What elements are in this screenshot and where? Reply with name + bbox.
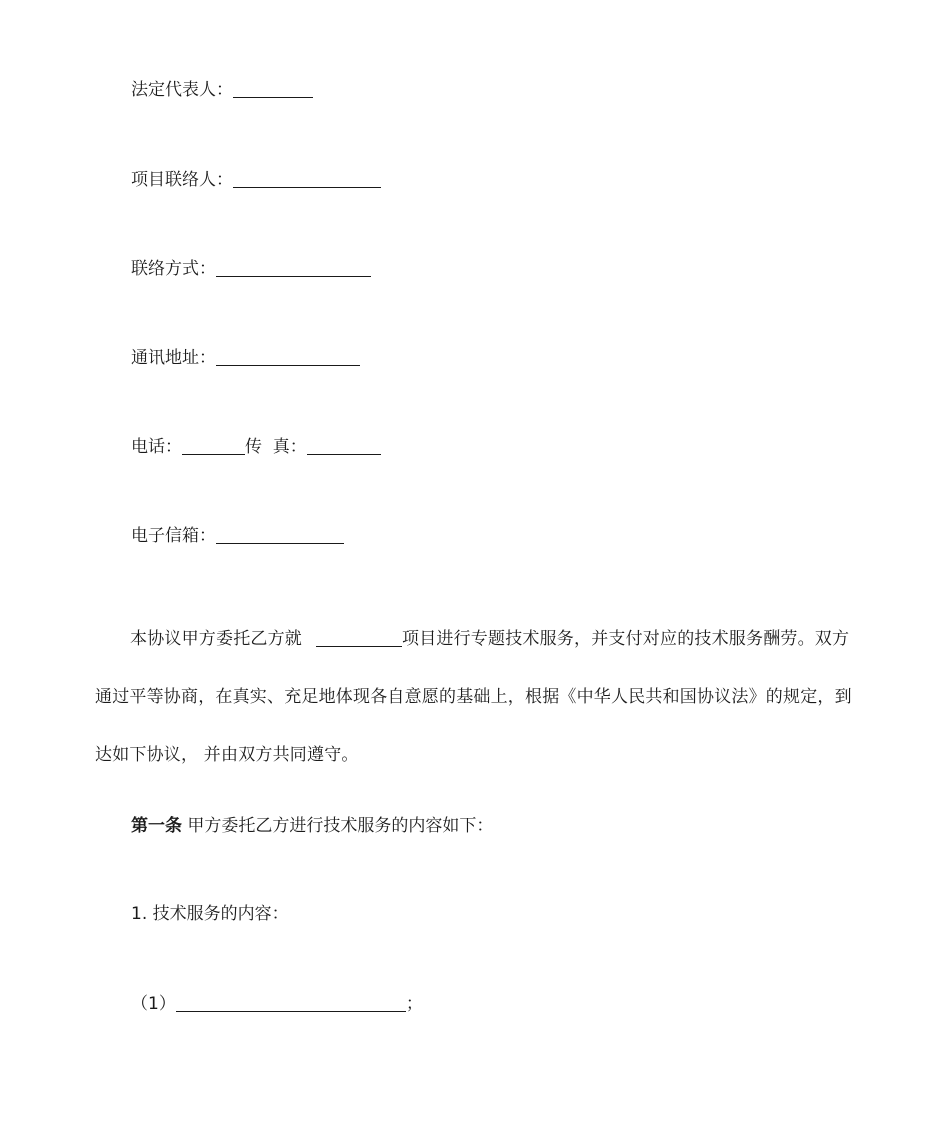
sub-item1-blank[interactable] <box>176 995 406 1012</box>
project-contact-blank[interactable] <box>233 171 381 188</box>
address-label: 通讯地址： <box>131 348 216 368</box>
agreement-text-start: 本协议甲方委托乙方就 <box>130 629 302 649</box>
email-blank[interactable] <box>216 527 344 544</box>
article1-line <box>131 814 493 838</box>
project-contact-line <box>131 168 381 192</box>
article1-heading: 第一条 <box>131 816 182 836</box>
sub-item1-end: ； <box>405 994 423 1014</box>
email-label: 电子信箱： <box>131 526 216 546</box>
address-line <box>131 346 360 370</box>
item1-text: 1. 技术服务的内容： <box>131 904 289 924</box>
item1-line <box>131 902 289 926</box>
project-contact-label: 项目联络人： <box>131 170 233 190</box>
phone-blank[interactable] <box>182 438 245 455</box>
sub-item1-label: （1） <box>131 994 176 1014</box>
agreement-text-rest: 项目进行专题技术服务，并支付对应的技术服务酬劳。双方通过平等协商，在真实、充足地体现各自意愿的基础上，根据《中华人民共和国协议法》的规定，到达如下协议， 并由双方共同遵守。 <box>95 629 852 765</box>
address-blank[interactable] <box>216 349 360 366</box>
contact-method-line <box>131 257 371 281</box>
legal-rep-blank[interactable] <box>233 81 313 98</box>
email-line <box>131 524 344 548</box>
contact-method-label: 联络方式： <box>131 259 216 279</box>
article1-text: 甲方委托乙方进行技术服务的内容如下： <box>187 816 494 836</box>
phone-fax-line <box>131 435 381 459</box>
sub-item1-line <box>131 992 423 1016</box>
fax-blank[interactable] <box>307 438 381 455</box>
fax-label: 传 真： <box>245 437 307 457</box>
contact-method-blank[interactable] <box>216 260 371 277</box>
phone-label: 电话： <box>131 437 182 457</box>
agreement-paragraph <box>95 610 855 784</box>
legal-rep-label: 法定代表人： <box>131 80 233 100</box>
project-name-blank[interactable] <box>316 630 402 647</box>
legal-rep-line <box>131 78 313 102</box>
